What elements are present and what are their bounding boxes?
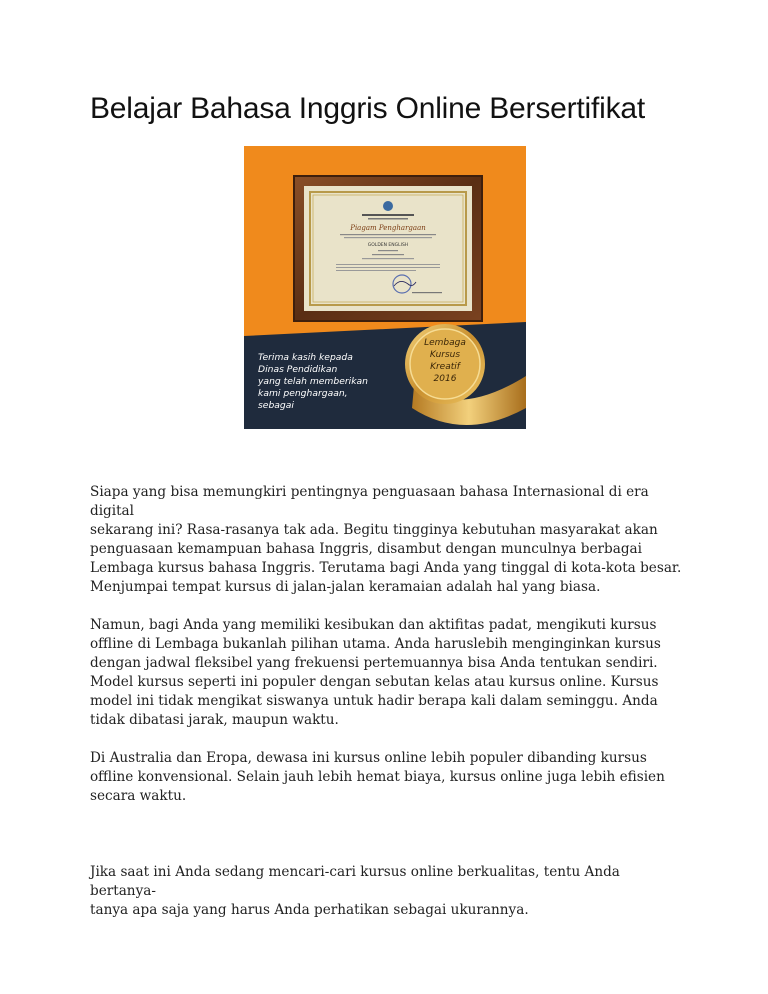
svg-text:kami penghargaan,: kami penghargaan, [258,388,348,399]
svg-text:2016: 2016 [433,374,457,384]
certificate-heading: Piagam Penghargaan [350,224,426,232]
svg-text:Kreatif: Kreatif [430,362,460,372]
certificate-name: GOLDEN ENGLISH [367,243,409,248]
certificate-illustration [244,146,526,429]
paragraph-1: Siapa yang bisa memungkiri pentingnya penguasaan bahasa Internasional di era digital sekarang ini? Rasa-rasanya tak ada. Begitu tingginya kebutuhan masyarakat akan penguasaan kemampuan bahasa Inggris, disambut dengan munculnya berbagai Lembaga kursus bahasa Inggris. Terutama bagi Anda yang tinggal di kota-kota besar. Menjumpai tempat kursus di jalan-jalan keramaian adalah hal yang biasa. [90,484,682,595]
paragraph-2: Namun, bagi Anda yang memiliki kesibukan dan aktifitas padat, mengikuti kursus offline di Lembaga bukanlah pilihan utama. Anda haruslebih menginginkan kursus dengan jadwal fleksibel yang frekuensi pertemuannya bisa Anda tentukan sendiri. Model kursus seperti ini populer dengan sebutan kelas atau kursus online. Kursus model ini tidak mengikat siswanya untuk hadir berapa kali dalam seminggu. Anda tidak dibatasi jarak, maupun waktu. [90,617,661,728]
emblem-icon [383,201,393,211]
award-badge-icon [405,324,485,404]
paragraph-3: Di Australia dan Eropa, dewasa ini kursus online lebih populer dibanding kursus offline konvensional. Selain jauh lebih hemat biaya, kursus online juga lebih efisien secara waktu. [90,750,665,804]
article-body [90,483,690,920]
svg-text:Kursus: Kursus [429,350,461,360]
svg-text:sebagai: sebagai [258,400,294,411]
paragraph-4: Jika saat ini Anda sedang mencari-cari kursus online berkualitas, tentu Anda bertanya- tanya apa saja yang harus Anda perhatikan sebagai ukurannya. [90,864,620,918]
svg-text:Terima kasih kepada: Terima kasih kepada [258,352,353,363]
document-title: Belajar Bahasa Inggris Online Bersertifikat [90,92,646,125]
svg-text:Dinas Pendidikan: Dinas Pendidikan [258,364,338,375]
certificate-image [244,146,526,429]
svg-text:yang telah memberikan: yang telah memberikan [258,376,368,387]
svg-text:Lembaga: Lembaga [424,338,466,348]
